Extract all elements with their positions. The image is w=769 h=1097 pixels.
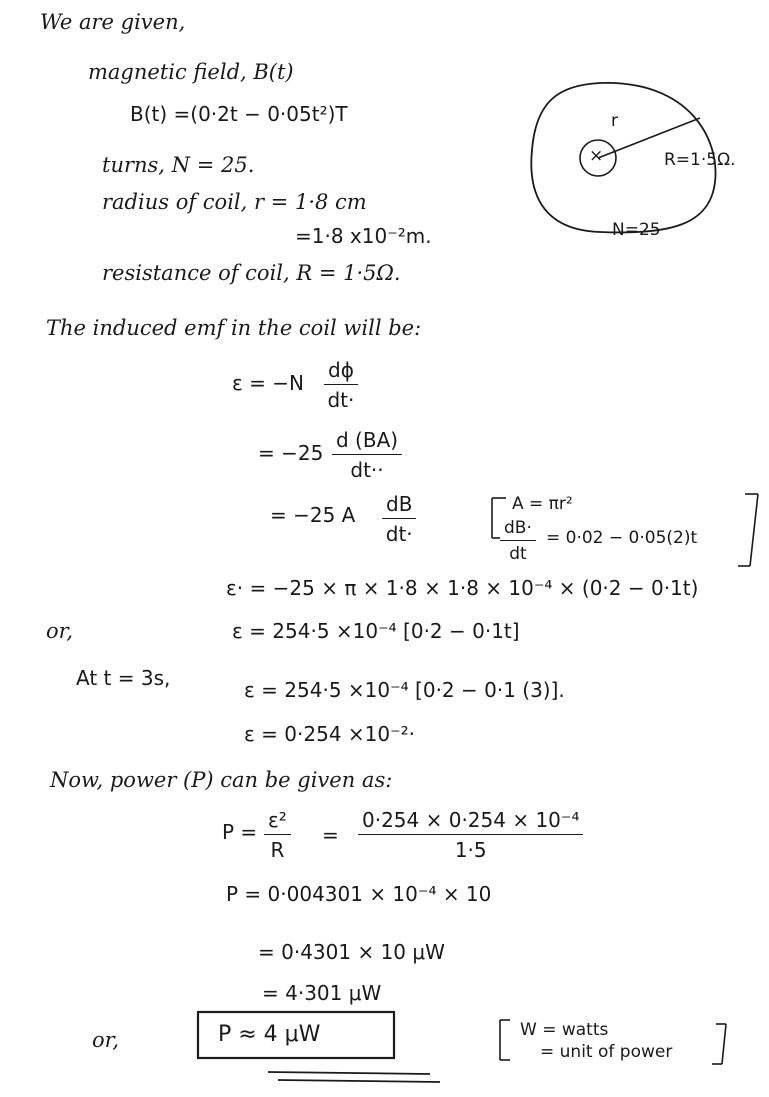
- power-den: R: [270, 838, 285, 862]
- answer-underline-2: [278, 1080, 440, 1082]
- radius-si: =1·8 x10⁻²m.: [295, 224, 432, 248]
- emf-line2-num: d (BA): [332, 428, 402, 455]
- emf-line3-fraction: [382, 492, 416, 546]
- unit-note-1: W = watts: [520, 1020, 609, 1040]
- power-num: ε²: [264, 808, 291, 835]
- field-equation: B(t) =(0·2t − 0·05t²)T: [130, 102, 348, 126]
- emf-line7: ε = 0·254 ×10⁻²·: [244, 722, 416, 746]
- note-rhs: = 0·02 − 0·05(2)t: [546, 528, 698, 548]
- power-or: or,: [92, 1028, 120, 1052]
- emf-line2-den: dt··: [350, 458, 384, 482]
- power-line2: P = 0·004301 × 10⁻⁴ × 10: [226, 882, 492, 906]
- unit-note-2: = unit of power: [540, 1042, 673, 1062]
- emf-line1-num: dϕ: [324, 358, 358, 385]
- diagram-turns-label: N=25: [612, 220, 661, 240]
- power-line3: = 0·4301 × 10 μW: [258, 940, 445, 964]
- note-num: dB·: [500, 518, 536, 541]
- note-fraction: [500, 518, 536, 564]
- emf-line1-lhs: ε = −N: [232, 371, 305, 395]
- power-intro: Now, power (P) can be given as:: [50, 768, 393, 792]
- field-label: magnetic field, B(t): [88, 60, 294, 84]
- emf-line1-fraction: [324, 358, 358, 412]
- emf-line1-den: dt·: [327, 388, 355, 412]
- emf-line6: ε = 254·5 ×10⁻⁴ [0·2 − 0·1 (3)].: [244, 678, 565, 702]
- power-den2: 1·5: [454, 838, 487, 862]
- emf-line5: ε = 254·5 ×10⁻⁴ [0·2 − 0·1t]: [232, 619, 520, 643]
- answer-underline-1: [268, 1072, 430, 1074]
- emf-line2-lhs: = −25: [258, 441, 324, 465]
- note-area: A = πr²: [512, 494, 573, 514]
- resistance-text: resistance of coil, R = 1·5Ω.: [102, 261, 401, 285]
- emf-or: or,: [46, 619, 74, 643]
- emf-line3-num: dB: [382, 492, 416, 519]
- intro-text: We are given,: [40, 10, 186, 34]
- radius-text: radius of coil, r = 1·8 cm: [102, 190, 367, 214]
- emf-line4: ε· = −25 × π × 1·8 × 1·8 × 10⁻⁴ × (0·2 − 0·1t): [226, 576, 699, 600]
- unit-bracket-right: [722, 1024, 726, 1064]
- emf-line3-lhs: = −25 A: [270, 503, 356, 527]
- emf-line2-fraction: [332, 428, 402, 482]
- emf-at-t: At t = 3s,: [76, 666, 171, 690]
- final-answer: P ≈ 4 μW: [218, 1022, 321, 1047]
- diagram-r-label: r: [611, 111, 618, 131]
- note-den: dt: [509, 544, 527, 564]
- turns-text: turns, N = 25.: [102, 153, 255, 177]
- power-line4: = 4·301 μW: [262, 981, 382, 1005]
- diagram-x-mark: ×: [589, 146, 604, 166]
- note-bracket-right: [750, 494, 758, 566]
- emf-intro: The induced emf in the coil will be:: [46, 316, 422, 340]
- diagram-resistance-label: R=1·5Ω.: [664, 150, 736, 170]
- emf-line3-den: dt·: [385, 522, 413, 546]
- power-fraction2: [358, 808, 583, 862]
- power-num2: 0·254 × 0·254 × 10⁻⁴: [358, 808, 583, 835]
- power-lhs: P =: [222, 820, 258, 844]
- power-fraction: [264, 808, 291, 862]
- power-eq: =: [322, 823, 339, 847]
